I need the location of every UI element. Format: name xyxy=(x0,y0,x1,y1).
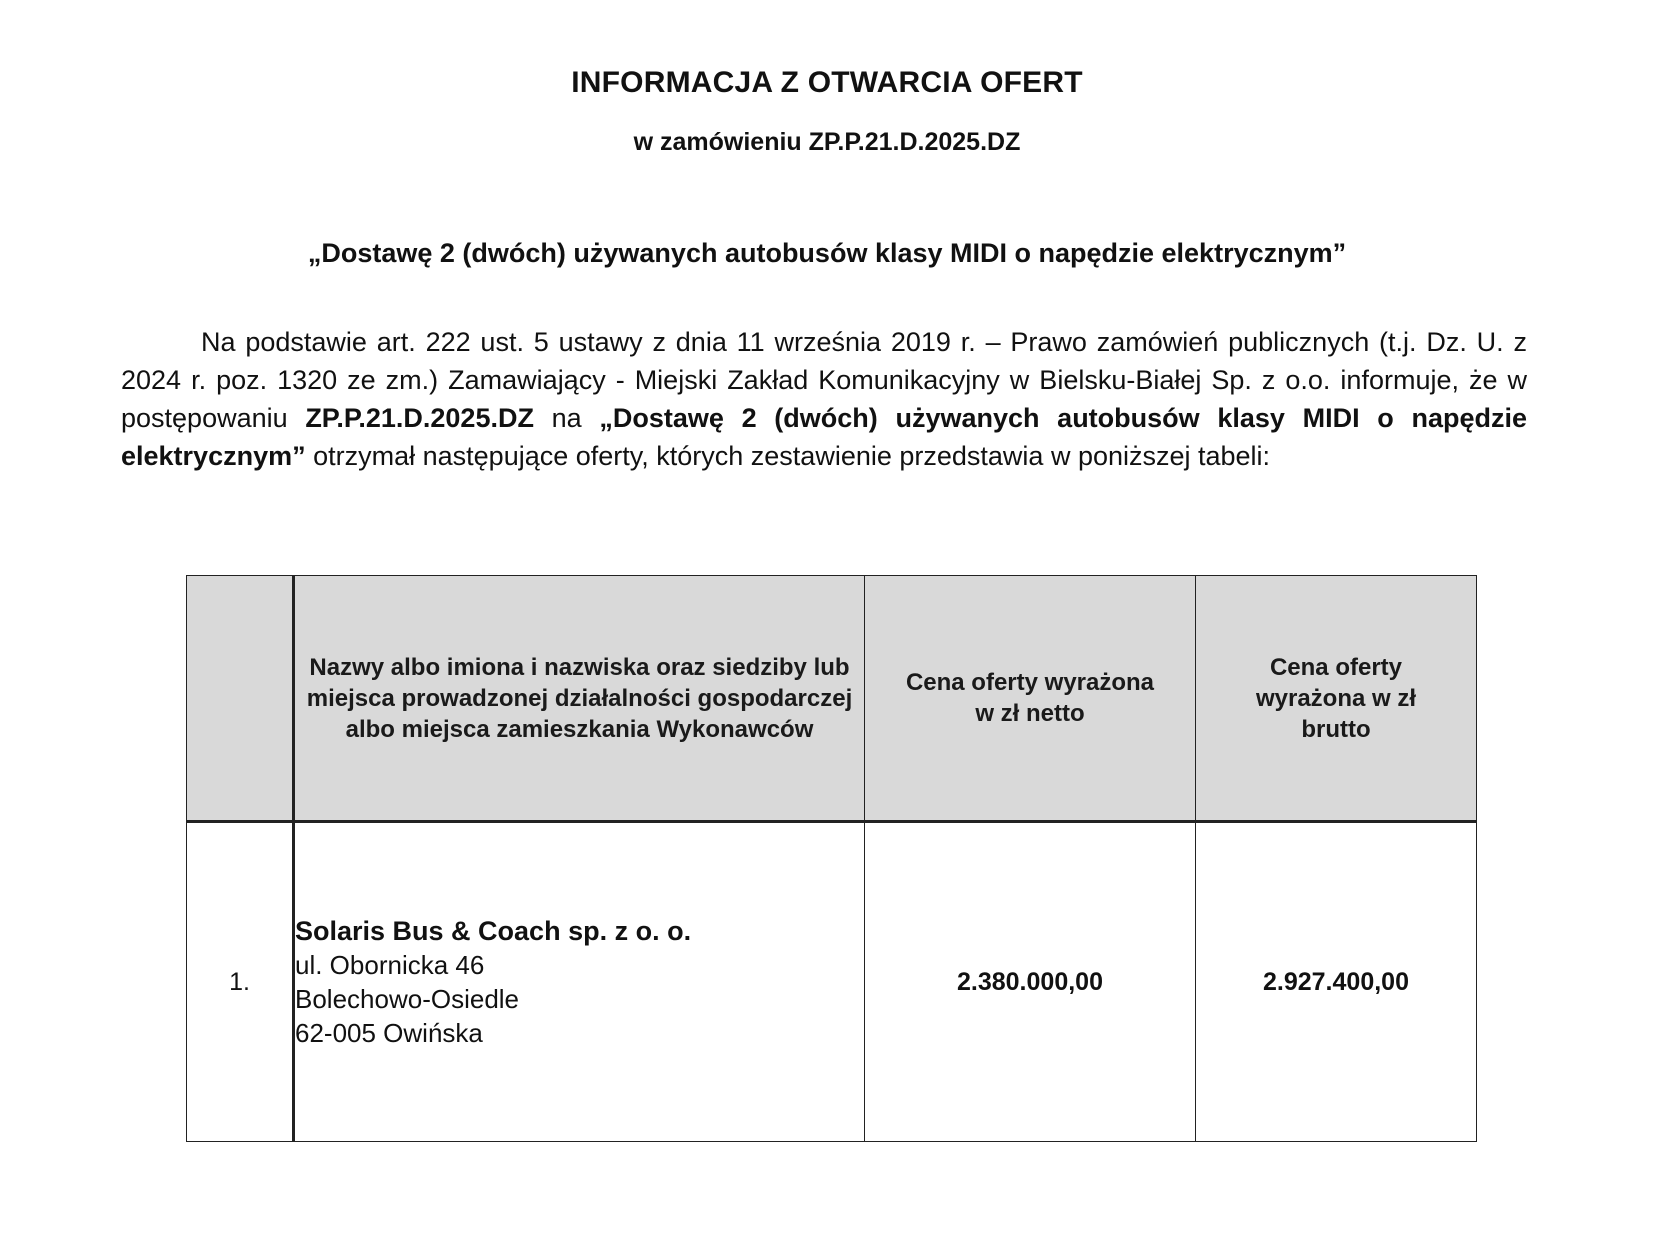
row-gross-price: 2.927.400,00 xyxy=(1196,822,1477,1142)
row-net-price: 2.380.000,00 xyxy=(865,822,1196,1142)
header-net-price: Cena oferty wyrażona w zł netto xyxy=(865,576,1196,822)
contractor-postcode-city: 62-005 Owińska xyxy=(295,1018,483,1048)
intro-paragraph xyxy=(121,323,1527,475)
contractor-locality: Bolechowo-Osiedle xyxy=(295,984,520,1014)
header-gross-price: Cena oferty wyrażona w zł brutto xyxy=(1196,576,1477,822)
intro-text-part1: Na podstawie art. 222 ust. 5 ustawy z dnia 11 września 2019 r. – Prawo zamówień publicznych (t.j. Dz. U. z 2024 r. poz. 1320 ze zm.) Zamawiający - Miejski Zakład Komunikacyjny w Bielsku-Białej Sp. z o.o. informuje, że w postępowaniu xyxy=(121,327,1527,433)
intro-text-part3: otrzymał następujące oferty, których zestawienie przedstawia w poniższej tabeli: xyxy=(305,441,1271,471)
header-lp xyxy=(187,576,294,822)
intro-subject: „Dostawę 2 (dwóch) używanych autobusów klasy MIDI o napędzie elektrycznym” xyxy=(121,403,1527,471)
intro-case-number: ZP.P.21.D.2025.DZ xyxy=(305,403,534,433)
row-contractor xyxy=(294,822,865,1142)
document-subtitle: w zamówieniu ZP.P.21.D.2025.DZ xyxy=(633,128,1021,156)
intro-text-part2: na xyxy=(533,403,600,433)
row-lp: 1. xyxy=(187,822,294,1142)
table-row xyxy=(187,822,1477,1142)
document-title: INFORMACJA Z OTWARCIA OFERT xyxy=(571,66,1083,99)
offers-table xyxy=(186,575,1477,1142)
procurement-subject: „Dostawę 2 (dwóch) używanych autobusów klasy MIDI o napędzie elektrycznym” xyxy=(307,238,1347,268)
contractor-name: Solaris Bus & Coach sp. z o. o. xyxy=(295,916,692,946)
table-header-row xyxy=(187,576,1477,822)
header-contractor: Nazwy albo imiona i nazwiska oraz siedziby lub miejsca prowadzonej działalności gospodarczej albo miejsca zamieszkania Wykonawców xyxy=(294,576,865,822)
contractor-street: ul. Obornicka 46 xyxy=(295,950,485,980)
